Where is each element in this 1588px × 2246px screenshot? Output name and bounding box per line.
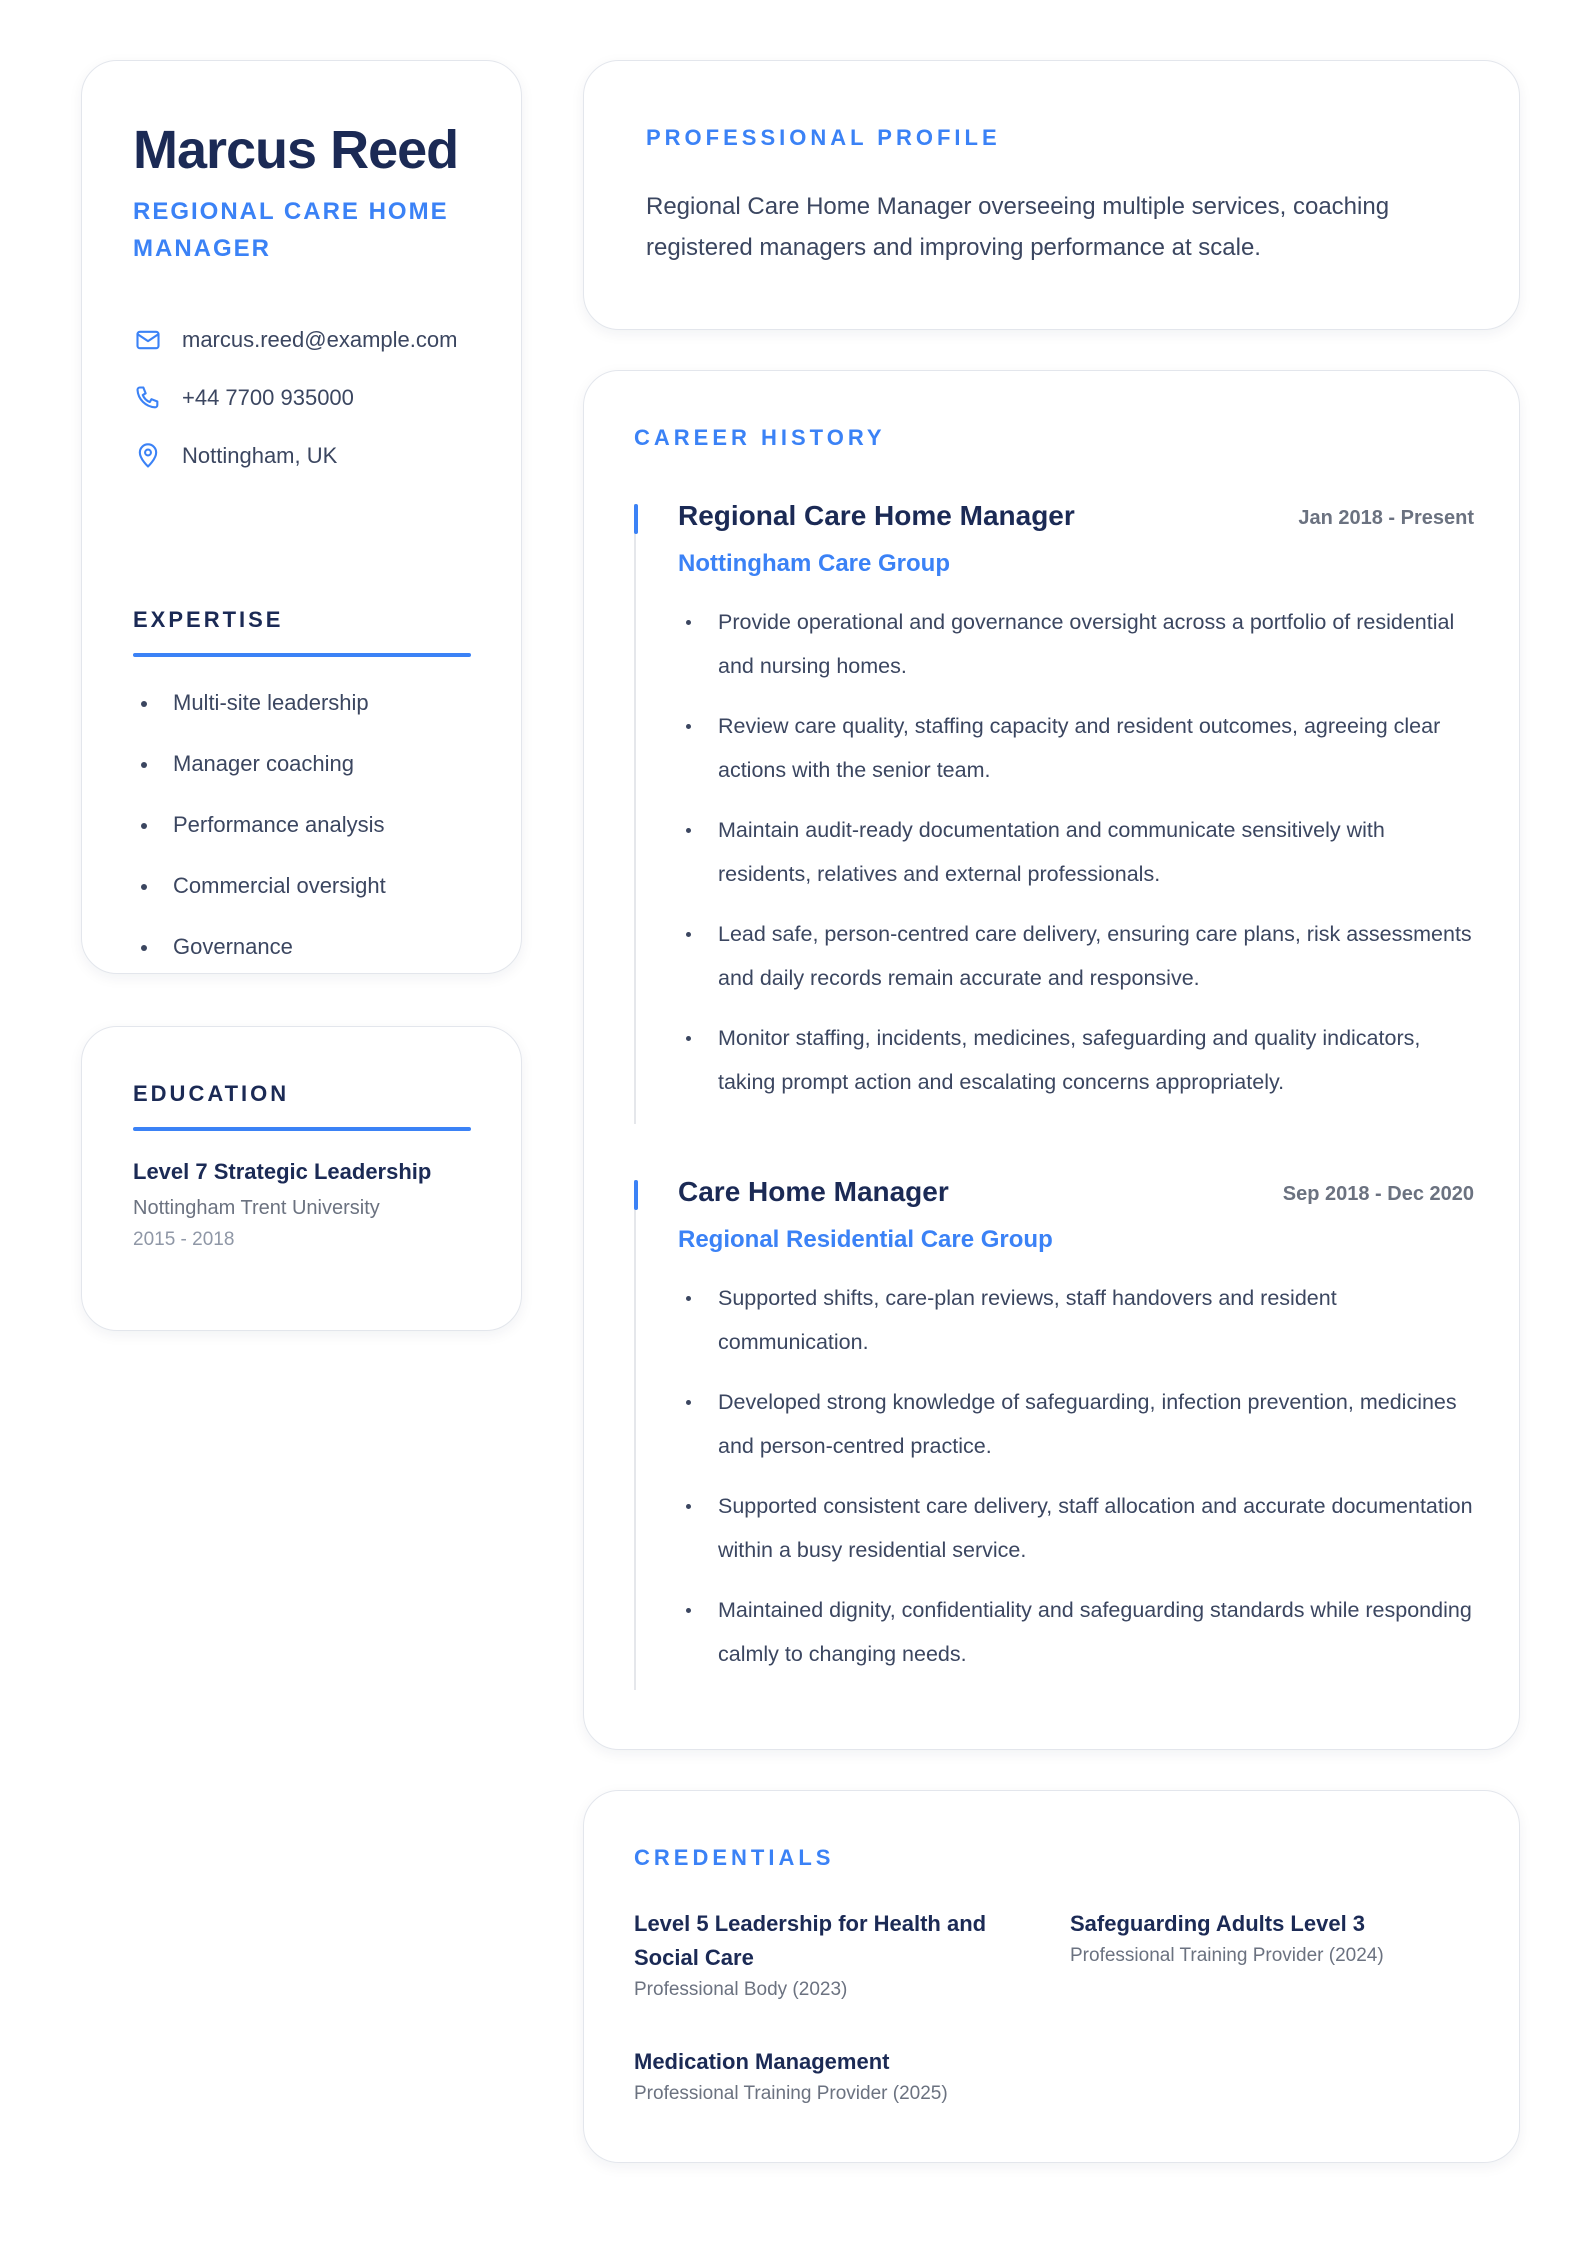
list-item: Performance analysis	[133, 805, 386, 866]
credentials-heading: CREDENTIALS	[634, 1845, 835, 1870]
list-item: Maintained dignity, confidentiality and safeguarding standards while responding calmly to changing needs.	[678, 1588, 1474, 1676]
job-company: Nottingham Care Group	[678, 550, 951, 577]
expertise-list	[133, 683, 386, 988]
list-item: Multi-site leadership	[133, 683, 386, 744]
list-item: Commercial oversight	[133, 866, 386, 927]
list-item: Provide operational and governance oversight across a portfolio of residential and nursing homes.	[678, 600, 1474, 688]
credential-item	[1070, 1907, 1470, 1967]
candidate-name: Marcus Reed	[133, 120, 459, 180]
credential-item	[634, 2045, 1034, 2105]
job-dates: Sep 2018 - Dec 2020	[1282, 1183, 1474, 1205]
job-company: Regional Residential Care Group	[678, 1226, 1053, 1253]
timeline-accent	[634, 504, 638, 534]
contact-email[interactable]	[133, 325, 457, 355]
job-title: Regional Care Home Manager	[678, 500, 1075, 531]
job-dates: Jan 2018 - Present	[1298, 507, 1474, 529]
location-text: Nottingham, UK	[182, 443, 338, 468]
credential-meta: Professional Training Provider (2024)	[1070, 1945, 1384, 1966]
timeline-accent	[634, 1180, 638, 1210]
list-item: Manager coaching	[133, 744, 386, 805]
education-rule	[133, 1127, 471, 1131]
credential-name: Safeguarding Adults Level 3	[1070, 1911, 1366, 1936]
timeline-line	[634, 504, 636, 1124]
summary-text: Regional Care Home Manager overseeing multiple services, coaching registered managers and improving performance at scale.	[646, 193, 1390, 261]
summary-card	[583, 60, 1520, 330]
job-entry	[634, 500, 1474, 1124]
credential-name: Level 5 Leadership for Health and Social Care	[634, 1911, 987, 1970]
expertise-rule	[133, 653, 471, 657]
timeline-line	[634, 1180, 636, 1690]
contact-phone[interactable]	[133, 383, 354, 413]
list-item: Maintain audit-ready documentation and communicate sensitively with residents, relatives and external professionals.	[678, 808, 1474, 896]
list-item: Supported shifts, care-plan reviews, staff handovers and resident communication.	[678, 1276, 1474, 1364]
education-years: 2015 - 2018	[133, 1229, 235, 1250]
phone-icon	[133, 383, 163, 413]
credential-name: Medication Management	[634, 2049, 890, 2074]
email-text[interactable]: marcus.reed@example.com	[182, 327, 458, 352]
list-item: Review care quality, staffing capacity and resident outcomes, agreeing clear actions with the senior team.	[678, 704, 1474, 792]
expertise-heading: EXPERTISE	[133, 607, 284, 632]
job-points	[678, 600, 1474, 1120]
candidate-role: REGIONAL CARE HOME MANAGER	[133, 198, 449, 262]
job-title: Care Home Manager	[678, 1176, 949, 1207]
education-card	[81, 1026, 522, 1331]
credential-meta: Professional Body (2023)	[634, 1979, 848, 2000]
job-points	[678, 1276, 1474, 1692]
career-card	[583, 370, 1520, 1750]
list-item: Supported consistent care delivery, staff allocation and accurate documentation within a busy residential service.	[678, 1484, 1474, 1572]
list-item: Developed strong knowledge of safeguarding, infection prevention, medicines and person-centred practice.	[678, 1380, 1474, 1468]
mail-icon	[133, 325, 163, 355]
list-item: Governance	[133, 927, 386, 988]
career-heading: CAREER HISTORY	[634, 425, 886, 450]
profile-card	[81, 60, 522, 974]
credential-item	[634, 1907, 1034, 2001]
list-item: Monitor staffing, incidents, medicines, safeguarding and quality indicators, taking prompt action and escalating concerns appropriately.	[678, 1016, 1474, 1104]
location-pin-icon	[133, 441, 163, 471]
contact-location	[133, 441, 337, 471]
education-heading: EDUCATION	[133, 1081, 290, 1106]
summary-heading: PROFESSIONAL PROFILE	[646, 125, 1001, 150]
phone-text[interactable]: +44 7700 935000	[182, 385, 354, 410]
credentials-card	[583, 1790, 1520, 2163]
education-school: Nottingham Trent University	[133, 1197, 380, 1219]
list-item: Lead safe, person-centred care delivery, ensuring care plans, risk assessments and daily records remain accurate and responsive.	[678, 912, 1474, 1000]
education-degree: Level 7 Strategic Leadership	[133, 1159, 432, 1184]
credential-meta: Professional Training Provider (2025)	[634, 2083, 948, 2104]
job-entry	[634, 1176, 1474, 1690]
